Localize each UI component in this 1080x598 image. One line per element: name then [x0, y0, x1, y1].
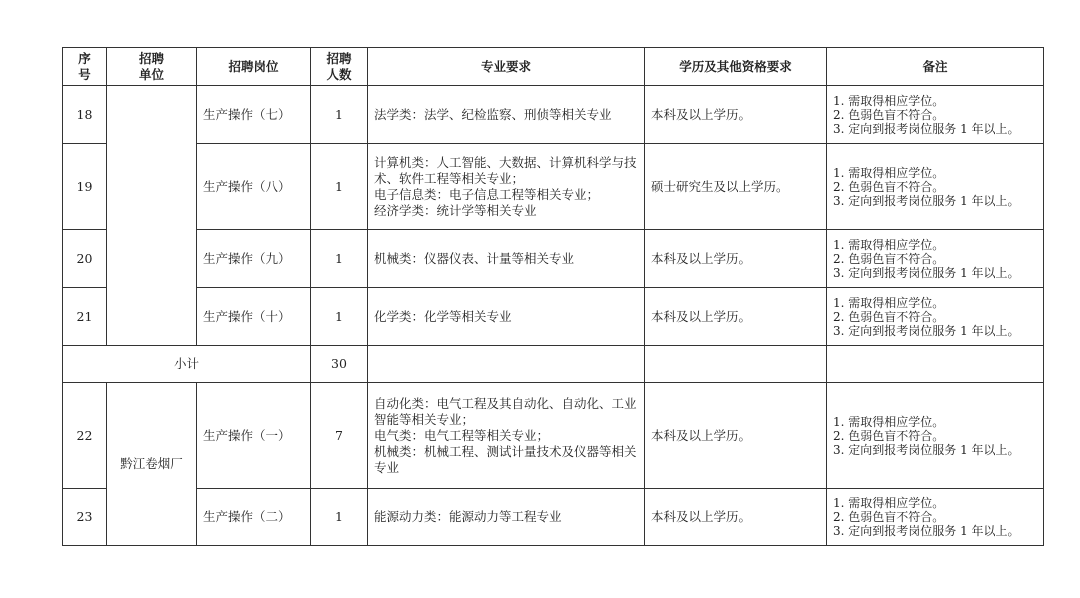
- table-row: [63, 86, 1044, 144]
- subtotal-row: [63, 346, 1044, 383]
- cell-remark: 1. 需取得相应学位。 2. 色弱色盲不符合。 3. 定向到报考岗位服务 1 年以上。: [827, 144, 1044, 230]
- subtotal-count: 30: [311, 346, 368, 383]
- cell-seq: 23: [63, 489, 107, 546]
- cell-edu: 本科及以上学历。: [645, 383, 827, 489]
- cell-edu: 硕士研究生及以上学历。: [645, 144, 827, 230]
- cell-position: 生产操作（七）: [197, 86, 311, 144]
- cell-count: 1: [311, 86, 368, 144]
- cell-count: 7: [311, 383, 368, 489]
- header-seq: 序 号: [63, 48, 107, 86]
- cell-seq: 19: [63, 144, 107, 230]
- cell-position: 生产操作（一）: [197, 383, 311, 489]
- table-row: [63, 383, 1044, 489]
- cell-position: 生产操作（十）: [197, 288, 311, 346]
- header-count: 招聘 人数: [311, 48, 368, 86]
- table-row: [63, 144, 1044, 230]
- cell-position: 生产操作（八）: [197, 144, 311, 230]
- cell-position: 生产操作（二）: [197, 489, 311, 546]
- cell-major: 法学类：法学、纪检监察、刑侦等相关专业: [368, 86, 645, 144]
- cell-position: 生产操作（九）: [197, 230, 311, 288]
- cell-count: 1: [311, 230, 368, 288]
- cell-major: 能源动力类：能源动力等工程专业: [368, 489, 645, 546]
- cell-edu: 本科及以上学历。: [645, 86, 827, 144]
- recruitment-table: [62, 47, 1044, 546]
- cell-count: 1: [311, 489, 368, 546]
- cell-edu: 本科及以上学历。: [645, 288, 827, 346]
- cell-empty: [368, 346, 645, 383]
- cell-edu: 本科及以上学历。: [645, 489, 827, 546]
- cell-seq: 18: [63, 86, 107, 144]
- table-row: [63, 288, 1044, 346]
- header-edu: 学历及其他资格要求: [645, 48, 827, 86]
- cell-major: 计算机类：人工智能、大数据、计算机科学与技术、软件工程等相关专业； 电子信息类：电子信息工程等相关专业； 经济学类：统计学等相关专业: [368, 144, 645, 230]
- header-row: [63, 48, 1044, 86]
- cell-edu: 本科及以上学历。: [645, 230, 827, 288]
- cell-empty: [645, 346, 827, 383]
- table-row: [63, 489, 1044, 546]
- cell-unit-empty: [107, 86, 197, 346]
- cell-seq: 22: [63, 383, 107, 489]
- cell-major: 化学类：化学等相关专业: [368, 288, 645, 346]
- cell-remark: 1. 需取得相应学位。 2. 色弱色盲不符合。 3. 定向到报考岗位服务 1 年以上。: [827, 383, 1044, 489]
- header-remark: 备注: [827, 48, 1044, 86]
- cell-remark: 1. 需取得相应学位。 2. 色弱色盲不符合。 3. 定向到报考岗位服务 1 年以上。: [827, 288, 1044, 346]
- cell-major: 自动化类：电气工程及其自动化、自动化、工业智能等相关专业； 电气类：电气工程等相关专业； 机械类：机械工程、测试计量技术及仪器等相关专业: [368, 383, 645, 489]
- cell-major: 机械类：仪器仪表、计量等相关专业: [368, 230, 645, 288]
- header-major: 专业要求: [368, 48, 645, 86]
- cell-count: 1: [311, 144, 368, 230]
- table-row: [63, 230, 1044, 288]
- cell-remark: 1. 需取得相应学位。 2. 色弱色盲不符合。 3. 定向到报考岗位服务 1 年以上。: [827, 86, 1044, 144]
- subtotal-label: 小计: [63, 346, 311, 383]
- header-unit: 招聘 单位: [107, 48, 197, 86]
- cell-empty: [827, 346, 1044, 383]
- cell-seq: 21: [63, 288, 107, 346]
- header-position: 招聘岗位: [197, 48, 311, 86]
- cell-count: 1: [311, 288, 368, 346]
- cell-unit: 黔江卷烟厂: [107, 383, 197, 546]
- cell-seq: 20: [63, 230, 107, 288]
- cell-remark: 1. 需取得相应学位。 2. 色弱色盲不符合。 3. 定向到报考岗位服务 1 年以上。: [827, 230, 1044, 288]
- cell-remark: 1. 需取得相应学位。 2. 色弱色盲不符合。 3. 定向到报考岗位服务 1 年以上。: [827, 489, 1044, 546]
